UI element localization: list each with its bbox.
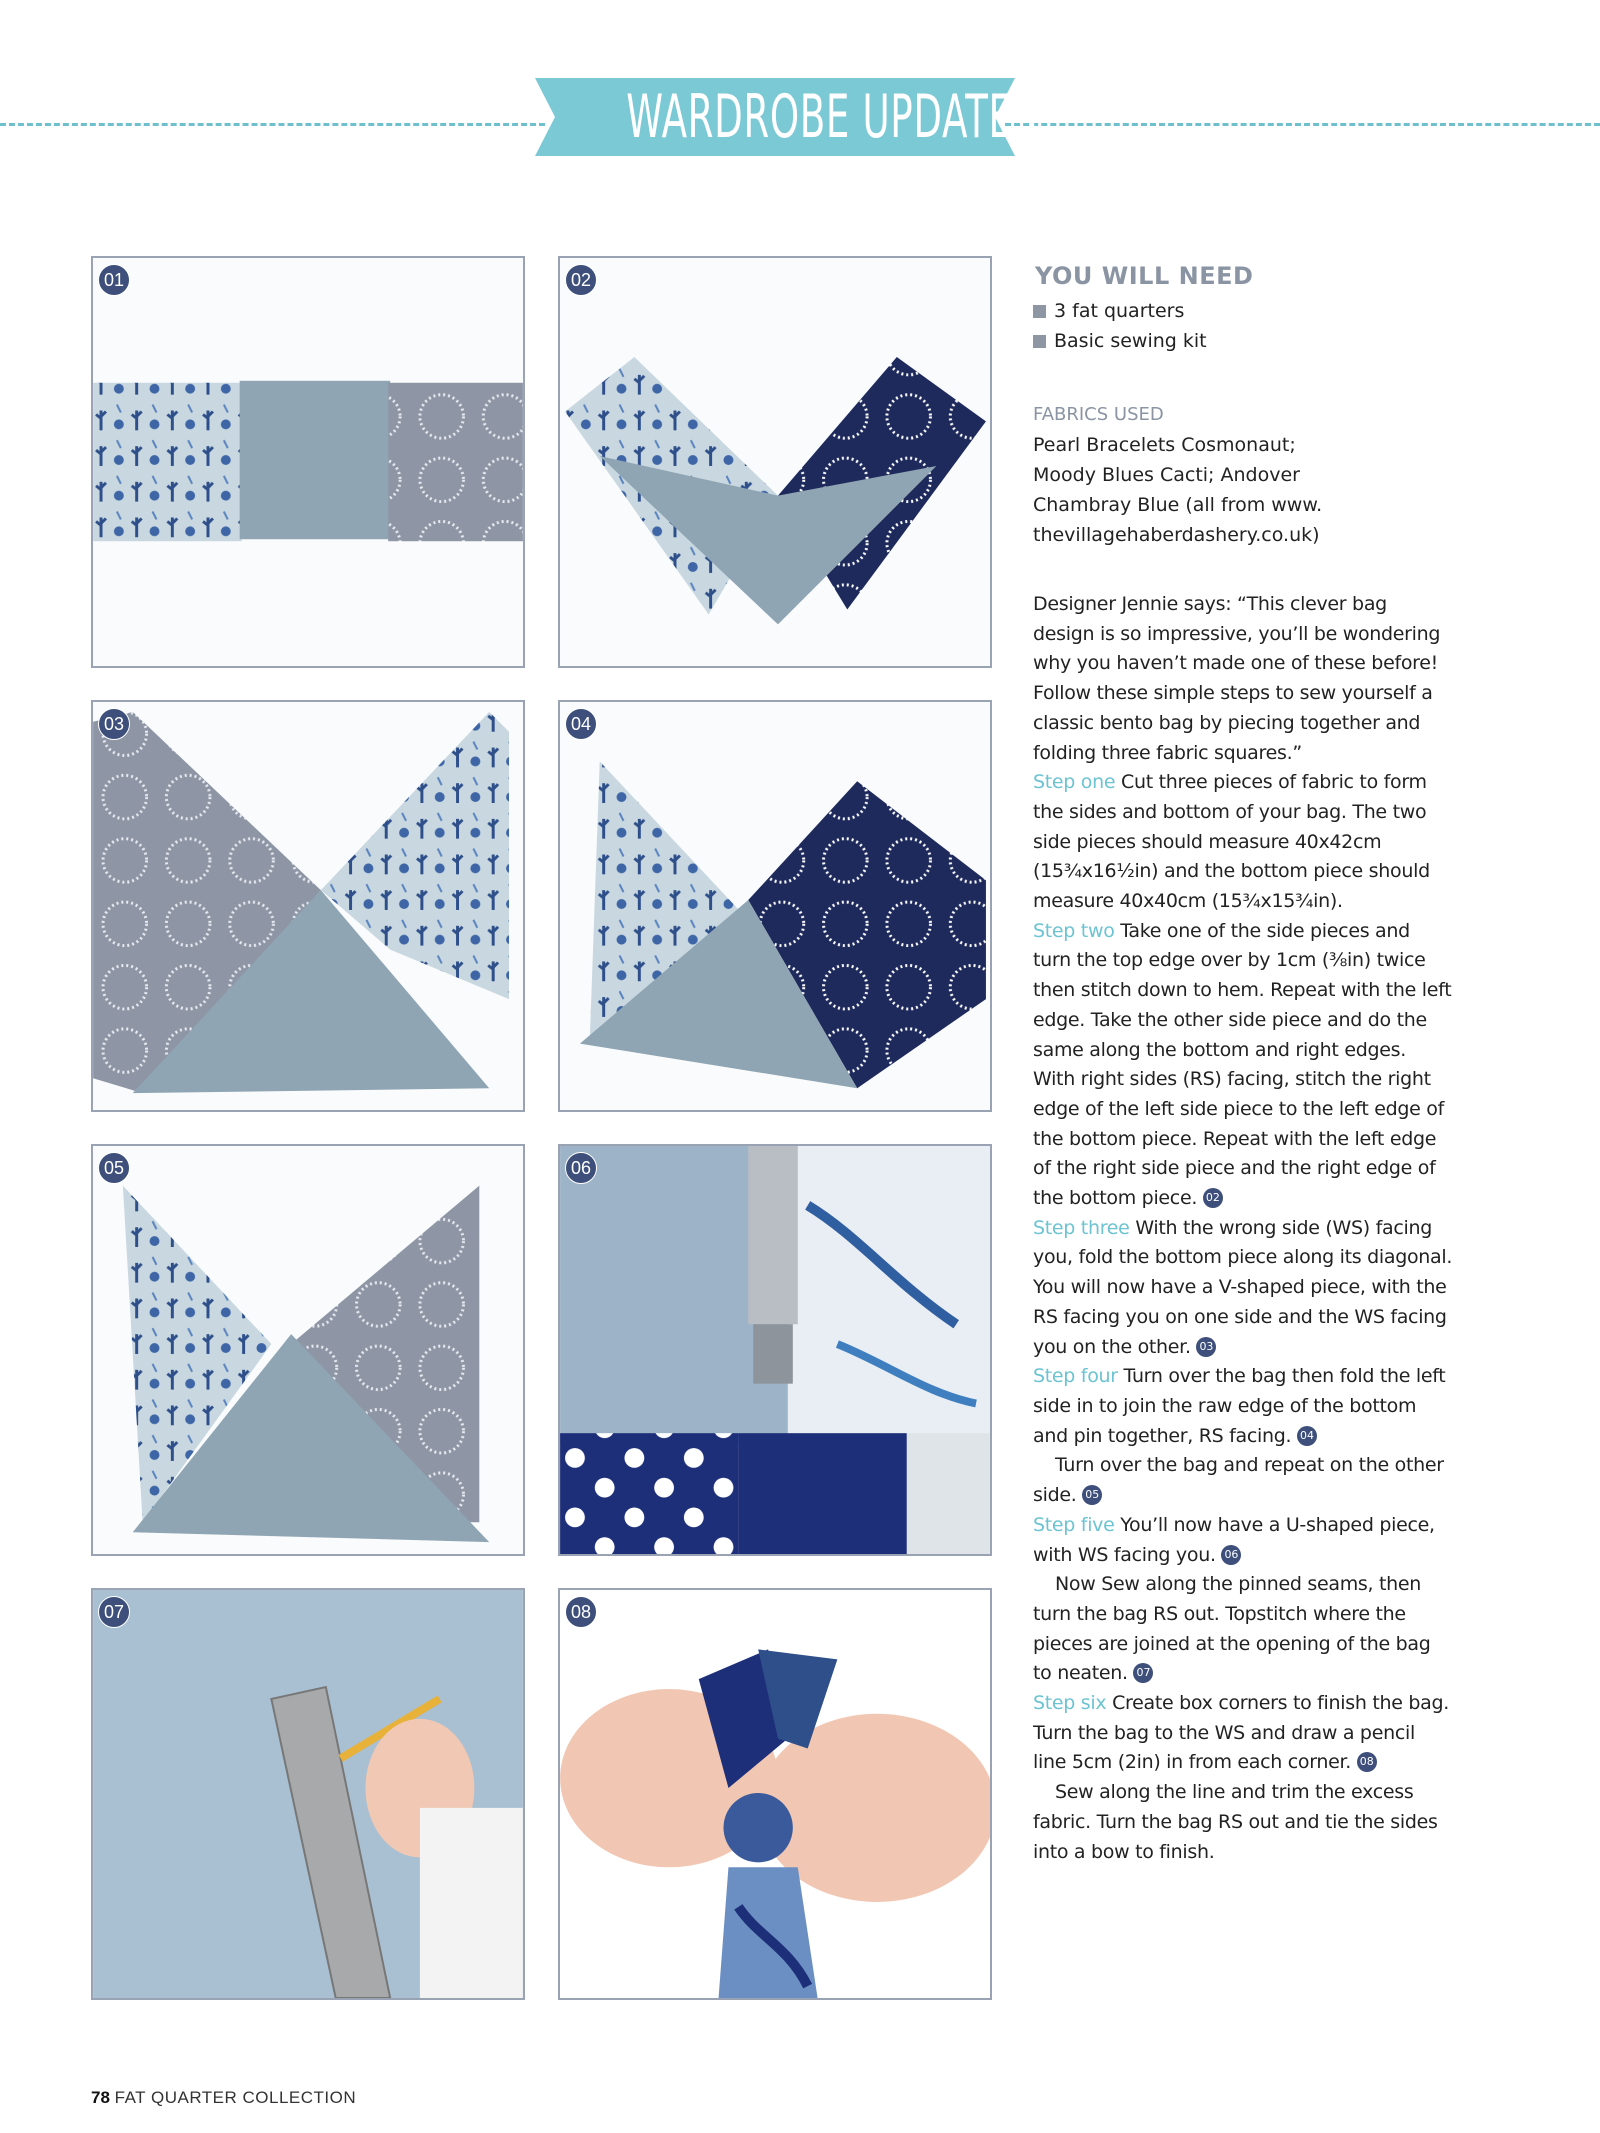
- photo-number-badge: 05: [98, 1152, 130, 1184]
- step-label: Step three: [1033, 1216, 1130, 1239]
- step-label: Step six: [1033, 1692, 1107, 1715]
- instructions-body: [1033, 590, 1453, 1867]
- step-label: Step two: [1033, 919, 1115, 942]
- photo-number-badge: 01: [98, 264, 130, 296]
- page-footer: [91, 2088, 356, 2108]
- need-item: Basic sewing kit: [1033, 326, 1453, 356]
- step-photo-01: [91, 256, 525, 668]
- step-photo-06: [558, 1144, 992, 1556]
- page-number: 78: [91, 2088, 110, 2107]
- need-item: 3 fat quarters: [1033, 296, 1453, 326]
- tied-bow-photo-icon: [560, 1590, 990, 1998]
- step-four-continued: Turn over the bag and repeat on the other side. 05: [1033, 1454, 1444, 1507]
- step-label: Step four: [1033, 1365, 1118, 1388]
- step-five-paragraph: Step five You’ll now have a U-shaped piece, with WS facing you. 06: [1033, 1513, 1435, 1566]
- photo-ref-badge: 03: [1196, 1337, 1216, 1357]
- step-photo-03: [91, 700, 525, 1112]
- fabric-strips-photo-icon: [93, 258, 523, 666]
- fabric-line: Pearl Bracelets Cosmonaut;: [1033, 434, 1296, 456]
- step-photo-02: [558, 256, 992, 668]
- step-five-continued: Now Sew along the pinned seams, then turn the bag RS out. Topstitch where the pieces are joined at the opening of the bag to neaten. 07: [1033, 1573, 1431, 1685]
- header-dashed-line-left: [0, 123, 545, 126]
- photo-number-badge: 03: [98, 708, 130, 740]
- step-four-paragraph: Step four Turn over the bag then fold the left side in to join the raw edge of the bottom and pin together, RS facing. 04: [1033, 1365, 1446, 1447]
- step-photo-08: [558, 1588, 992, 2000]
- photo-ref-badge: 06: [1221, 1545, 1241, 1565]
- step-six-paragraph: Step six Create box corners to finish the bag. Turn the bag to the WS and draw a pencil line 5cm (2in) in from each corner. 08: [1033, 1692, 1449, 1774]
- photo-ref-badge: 08: [1357, 1752, 1377, 1772]
- photo-ref-badge: 05: [1082, 1485, 1102, 1505]
- intro-paragraph: Designer Jennie says: “This clever bag design is so impressive, you’ll be wondering why you haven’t made one of these before! Follow these simple steps to sew yourself a classic bento bag by piecing together and folding three fabric squares.”: [1033, 593, 1441, 764]
- other-side-photo-icon: [93, 1146, 523, 1554]
- magazine-name: FAT QUARTER COLLECTION: [114, 2088, 357, 2107]
- fabric-line: Chambray Blue (all from www.: [1033, 494, 1323, 516]
- photo-number-badge: 04: [565, 708, 597, 740]
- you-will-need-heading: YOU WILL NEED: [1035, 262, 1254, 290]
- step-photo-05: [91, 1144, 525, 1556]
- materials-panel: [1033, 262, 1453, 550]
- photo-ref-badge: 02: [1203, 1188, 1223, 1208]
- photo-ref-badge: 07: [1133, 1663, 1153, 1683]
- header-dashed-line-right: [1005, 123, 1600, 126]
- photo-number-badge: 07: [98, 1596, 130, 1628]
- bullet-square-icon: [1033, 305, 1046, 318]
- fabric-line: thevillagehaberdashery.co.uk): [1033, 524, 1320, 546]
- bullet-square-icon: [1033, 335, 1046, 348]
- step-two-paragraph: Step two Take one of the side pieces and turn the top edge over by 1cm (⅜in) twice then stitch down to hem. Repeat with the left edge. Take the other side piece and do the same along the bottom and right edges. With right sides (RS) facing, stitch the right edge of the left side piece to the left edge of the bottom piece. Repeat with the left edge of the right side piece and the right edge of the bottom piece. 02: [1033, 919, 1452, 1210]
- v-shaped-piece-photo-icon: [560, 258, 990, 666]
- folded-bag-photo-icon: [93, 702, 523, 1110]
- photo-number-badge: 08: [565, 1596, 597, 1628]
- step-one-paragraph: Step one Cut three pieces of fabric to form the sides and bottom of your bag. The two side pieces should measure 40x42cm (15¾x16½in) and the bottom piece should measure 40x40cm (15¾x15¾in).: [1033, 771, 1430, 913]
- section-title: WARDROBE UPDATES: [626, 82, 1037, 152]
- photo-ref-badge: 04: [1297, 1426, 1317, 1446]
- step-three-paragraph: Step three With the wrong side (WS) facing you, fold the bottom piece along its diagonal. You will now have a V-shaped piece, with the RS facing you on one side and the WS facing you on the other. 03: [1033, 1216, 1453, 1358]
- photo-number-badge: 02: [565, 264, 597, 296]
- fabrics-used-heading: FABRICS USED: [1033, 404, 1164, 425]
- pinned-edge-photo-icon: [560, 702, 990, 1110]
- step-label: Step one: [1033, 771, 1116, 794]
- ruler-pencil-photo-icon: [93, 1590, 523, 1998]
- step-six-continued: Sew along the line and trim the excess fabric. Turn the bag RS out and tie the sides into a bow to finish.: [1033, 1781, 1438, 1863]
- photo-number-badge: 06: [565, 1152, 597, 1184]
- sewing-machine-photo-icon: [560, 1146, 990, 1554]
- step-photo-07: [91, 1588, 525, 2000]
- step-photo-04: [558, 700, 992, 1112]
- fabric-line: Moody Blues Cacti; Andover: [1033, 464, 1300, 486]
- step-label: Step five: [1033, 1513, 1115, 1536]
